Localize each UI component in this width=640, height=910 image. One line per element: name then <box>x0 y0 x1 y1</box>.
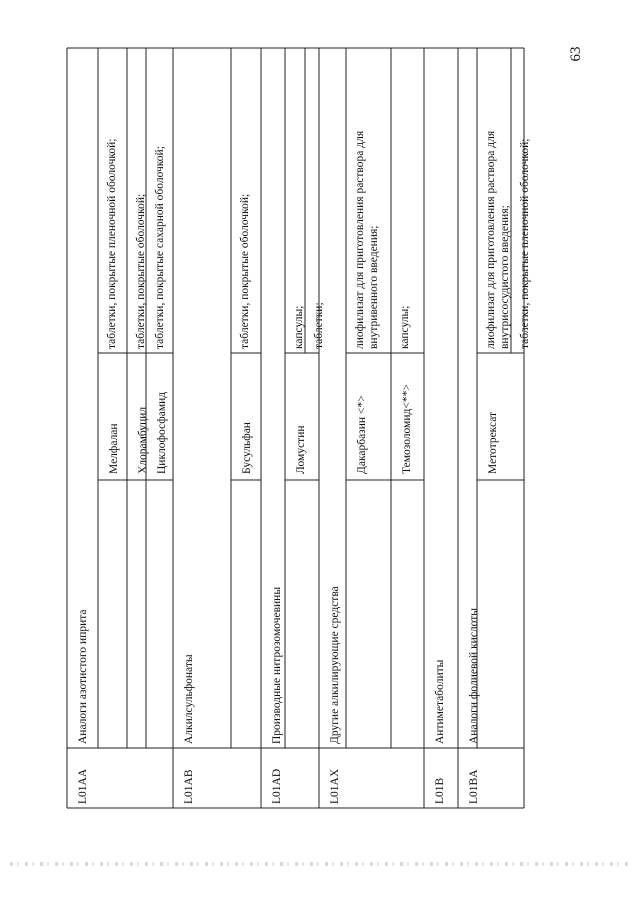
drug-name: Бусульфан <box>241 422 253 474</box>
group-name: Другие алкилирующие средства <box>329 586 341 744</box>
dosage-form: лиофилизат для приготовления раствора для <box>354 130 366 349</box>
drug-name: Хлорамбуцил <box>137 406 149 474</box>
scan-artifact-line <box>10 862 630 866</box>
dosage-form: таблетки, покрытые пленочной оболочкой; <box>106 138 118 349</box>
dosage-form: таблетки; <box>313 302 325 349</box>
atc-code: L01AX <box>329 768 341 804</box>
drug-name: Циклофосфамид <box>156 391 168 474</box>
drug-name: Мелфалан <box>108 423 120 474</box>
dosage-form: лиофилизат для приготовления раствора для <box>485 130 497 349</box>
group-name: Аналоги фолиевой кислоты <box>468 607 480 744</box>
drug-name: Дакарбазин <*> <box>356 395 368 474</box>
dosage-form: внутривенного введения; <box>368 225 380 349</box>
atc-code: L01AA <box>77 768 89 804</box>
atc-code: L01AD <box>271 768 283 804</box>
dosage-form: таблетки, покрытые сахарной оболочкой; <box>154 146 166 349</box>
atc-code: L01AB <box>183 769 195 804</box>
group-name: Производные нитрозомочевины <box>271 586 283 744</box>
drug-name: Ломустин <box>295 425 307 474</box>
page-number: 63 <box>568 46 584 62</box>
group-name: Аналоги азотистого иприта <box>77 609 89 744</box>
drug-name: Метотрексат <box>487 411 499 474</box>
drug-name: Темозоломид<**> <box>401 384 413 474</box>
dosage-form: капсулы; <box>293 305 305 349</box>
group-name: Антиметаболиты <box>434 659 446 744</box>
atc-code: L01BA <box>468 769 480 804</box>
dosage-form: таблетки, покрытые оболочкой; <box>135 193 147 349</box>
dosage-form: таблетки, покрытые пленочной оболочкой; <box>519 138 531 349</box>
dosage-form: капсулы; <box>399 305 411 349</box>
group-name: Алкилсульфонаты <box>183 654 195 744</box>
atc-code: L01B <box>434 777 446 804</box>
dosage-form: таблетки, покрытые оболочкой; <box>239 193 251 349</box>
dosage-form: внутрисосудистого введения; <box>499 205 511 349</box>
